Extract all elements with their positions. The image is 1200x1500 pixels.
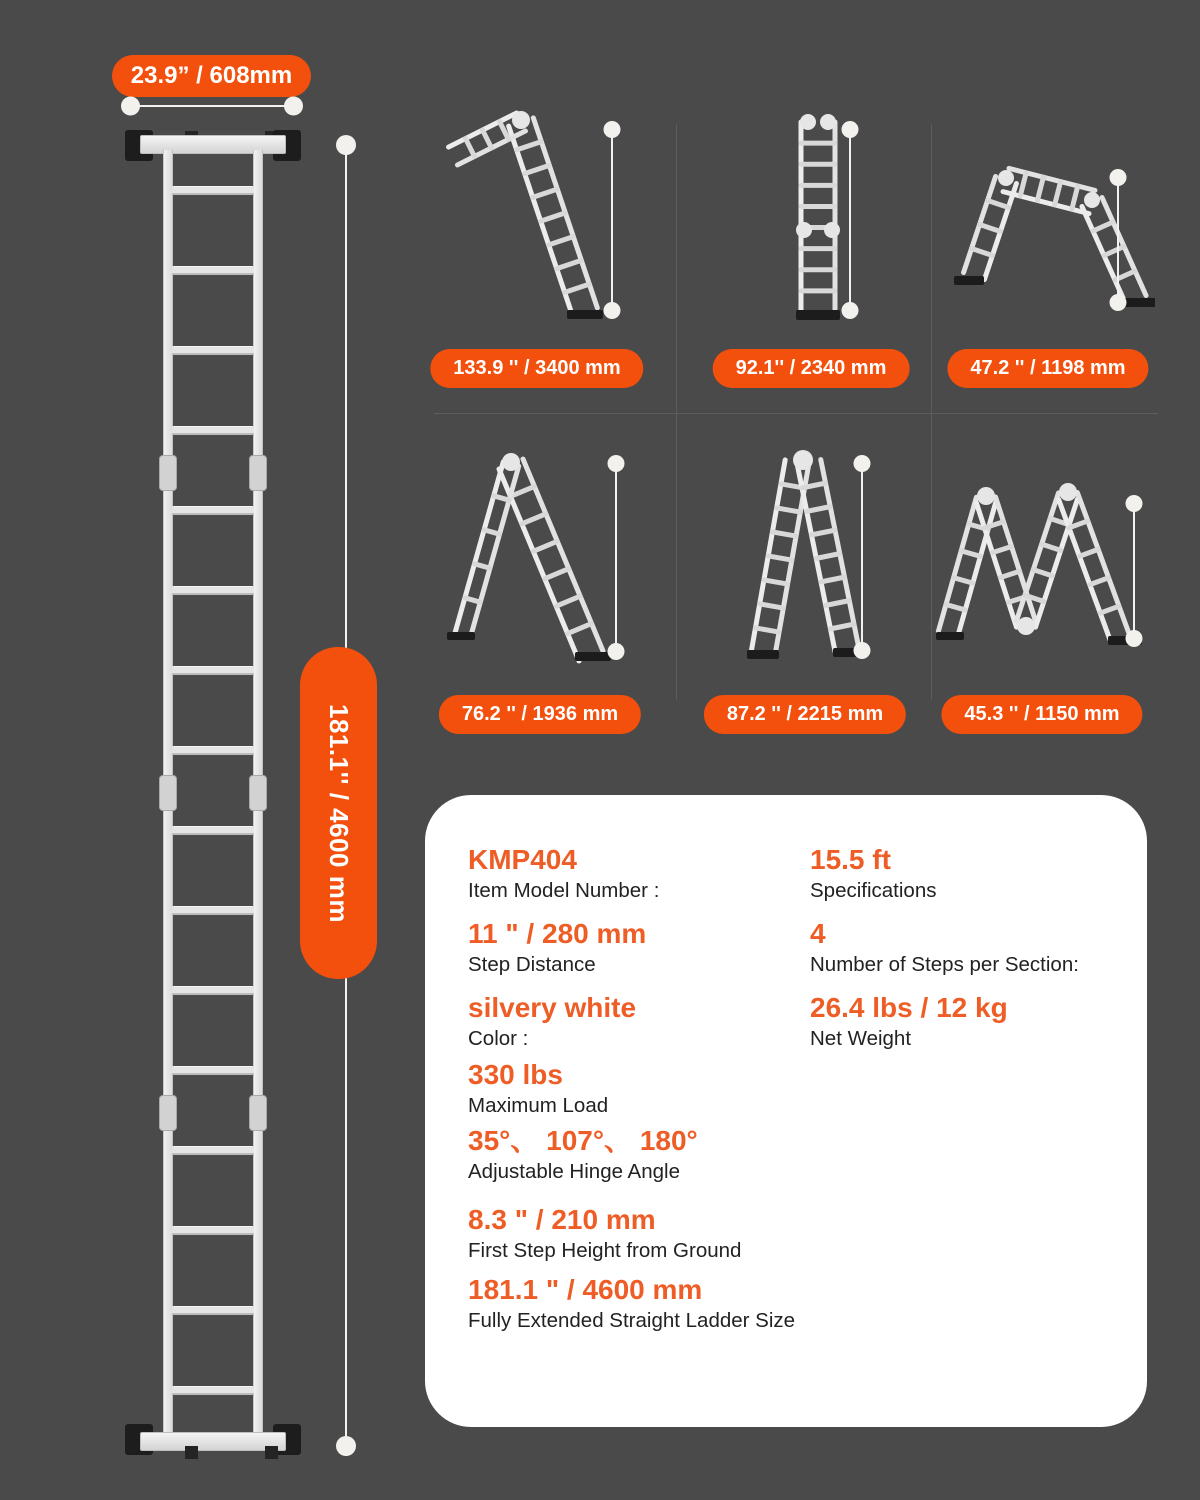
ladder-rung [172,346,254,355]
spec-hinge-angle [468,1126,698,1184]
spec-label: Color : [468,1027,529,1050]
spec-net-weight [810,993,1008,1051]
width-dimension-label: 23.9” / 608mm [130,62,293,89]
spec-first-step-height [468,1205,741,1263]
scaffold-illustration [940,128,1155,316]
config-dimension-label: 76.2 '' / 1936 mm [461,703,619,725]
ladder-rung [172,1066,254,1075]
spec-value: silvery white [468,992,637,1023]
ladder-rung [172,266,254,275]
ladder-rung [172,586,254,595]
grid-divider [434,413,1158,414]
config-dimension-pill [713,349,910,388]
spec-label: First Step Height from Ground [468,1239,742,1262]
width-measure-line [130,105,294,107]
specifications-card [425,795,1147,1427]
config-measure-line [611,129,613,311]
config-dimension-label: 47.2 '' / 1198 mm [970,357,1126,379]
spec-label: Item Model Number : [468,879,660,902]
ladder-rung [172,826,254,835]
hinge-lock [159,775,177,811]
spec-specifications [810,845,936,903]
ladder-foot-tab [265,1446,278,1459]
config-dimension-pill [439,695,641,734]
config-dimension-pill [941,695,1142,734]
spec-label: Adjustable Hinge Angle [468,1160,680,1183]
config-measure-line [1117,177,1119,303]
config-measure-line [1133,503,1135,639]
ladder-rung [172,906,254,915]
config-dimension-label: 133.9 '' / 3400 mm [453,357,621,379]
ladder-rung [172,426,254,435]
width-dimension-pill [112,55,311,97]
extension-ladder-illustration [437,108,627,326]
spec-step-distance [468,919,646,977]
spec-value: 11 " / 280 mm [468,918,647,949]
ladder-rung [172,506,254,515]
config-dimension-label: 87.2 '' / 2215 mm [726,703,884,725]
config-dimension-pill [704,695,906,734]
spec-max-load [468,1060,608,1118]
ladder-rung [172,186,254,195]
ladder-rung [172,666,254,675]
straight-ladder-illustration [770,112,870,330]
spec-extended-size [468,1275,795,1333]
spec-label: Number of Steps per Section: [810,953,1079,976]
main-ladder-illustration [125,130,301,1457]
spec-value: 330 lbs [468,1059,563,1090]
ladder-rung [172,986,254,995]
ladder-rung [172,1146,254,1155]
config-measure-line [849,129,851,311]
config-dimension-pill [947,349,1148,388]
spec-item-model [468,845,659,903]
config-measure-line [861,463,863,651]
spec-value: 4 [810,918,826,949]
spec-value: KMP404 [468,844,577,875]
spec-label: Maximum Load [468,1094,609,1117]
spec-color [468,993,636,1051]
spec-label: Step Distance [468,953,596,976]
config-dimension-label: 92.1'' / 2340 mm [735,357,887,379]
ladder-top-bar [140,135,286,154]
spec-label: Fully Extended Straight Ladder Size [468,1309,796,1332]
config-dimension-label: 45.3 '' / 1150 mm [964,703,1120,725]
spec-value: 35°、 107°、 180° [468,1125,698,1156]
hinge-lock [159,1095,177,1131]
ladder-rung [172,1306,254,1315]
stairway-ladder-illustration [437,448,632,666]
hinge-lock [249,775,267,811]
spec-value: 8.3 " / 210 mm [468,1204,656,1235]
spec-label: Net Weight [810,1027,912,1050]
hinge-lock [249,1095,267,1131]
config-dimension-pill [430,349,643,388]
ladder-foot-tab [185,1446,198,1459]
grid-divider [676,124,677,700]
ladder-rung [172,1226,254,1235]
hinge-lock [159,455,177,491]
spec-value: 15.5 ft [810,844,891,875]
hinge-lock [249,455,267,491]
ladder-rung [172,1386,254,1395]
height-dimension-label: 181.1'' / 4600 mm [324,703,354,923]
folded-ladder-illustration [930,462,1158,660]
config-measure-line [615,463,617,652]
ladder-rung [172,746,254,755]
height-dimension-pill [300,647,377,979]
spec-value: 181.1 " / 4600 mm [468,1274,703,1305]
spec-value: 26.4 lbs / 12 kg [810,992,1008,1023]
spec-label: Specifications [810,879,937,902]
spec-steps-per-section [810,919,1079,977]
